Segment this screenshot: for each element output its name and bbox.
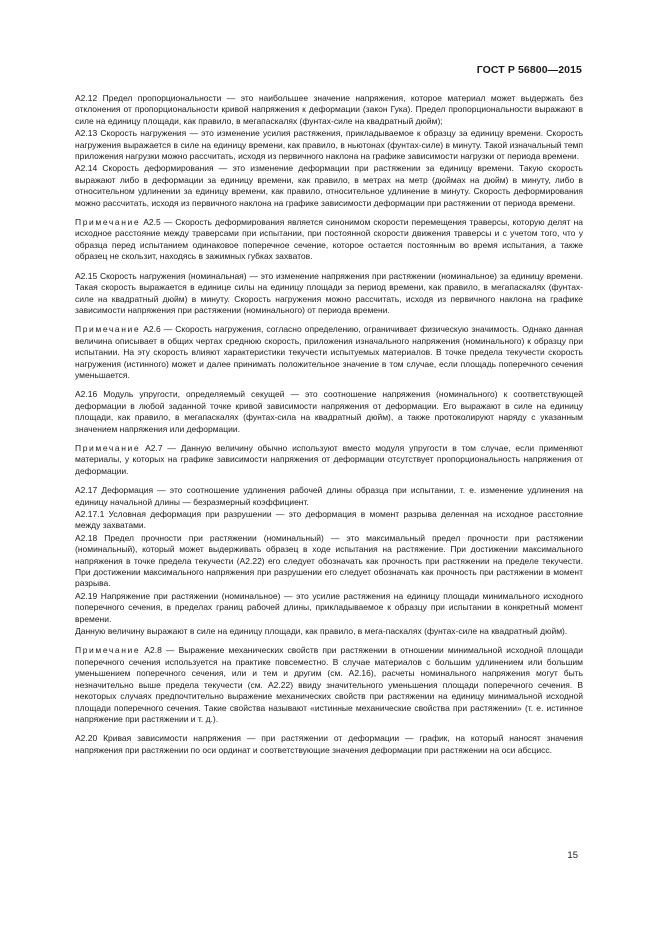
note-text: А2.5 — Скорость деформирования является синонимом скорости перемещения траверсы, которую делят на исходное расстояние между траверсами при испытании, при постоянной скорости движения траверсы и с учетом того, что у образца перед испытанием одинаковое поперечное сечение, которое остается постоянным во время испытания, а также образец не скользит, находясь в зажимных губках захватов. xyxy=(75,217,583,262)
clause-a2-20: А2.20 Кривая зависимости напряжения — при растяжении от деформации — график, на который наносят значения напряжения при растяжении по оси ординат и соответствующие значения деформации при растяжении на оси абсцисс. xyxy=(75,733,583,755)
note-text: А2.8 — Выражение механических свойств при растяжении в отношении минимальной исходной площади поперечного сечения используется на практике повсеместно. В случае материалов с большим удлинением или большим уменьшением поперечного сечения, или и тем и другим (см. А2.16), расчеты номинального напряжения могут быть незначительно выше предела текучести (см. А2.22) ввиду значительного уменьшения площади поперечного сечения. В некоторых случаях предпочтительно выражение механических свойств при растяжении на единицу минимальной исходной площади поперечного сечения. Такие свойства называют «истинные механические свойства при растяжении» (т. е. истинное напряжение при растяжении и т. д.). xyxy=(75,645,583,724)
document-body xyxy=(75,93,583,756)
note-a2-5 xyxy=(75,217,583,263)
clause-a2-12: А2.12 Предел пропорциональности — это наибольшее значение напряжения, которое материал может выдержать без отклонения от пропорциональности кривой напряжения к деформации (закон Гука). Предел пропорциональности выражают в силе на единицу площади, как правило, в мегапаскалях (фунтах-силе на квадратный дюйм); xyxy=(75,93,583,126)
note-label: Примечание xyxy=(75,442,141,453)
note-label: Примечание xyxy=(75,217,141,228)
note-a2-6 xyxy=(75,324,583,381)
clause-a2-19-units: Данную величину выражают в силе на единицу площади, как правило, в мега-паскалях (фунтах-силе на квадратный дюйм). xyxy=(75,626,568,637)
document-header-standard: ГОСТ Р 56800—2015 xyxy=(476,64,582,76)
clause-a2-15: А2.15 Скорость нагружения (номинальная) — это изменение напряжения при растяжении (номинальное) за единицу времени. Такая скорость выражается в единице силы на единицу площади за период времени, как правило, в мегапаскалях (фунтах-силе на квадратный дюйм) в минуту. Скорость нагружения можно рассчитать, исходя из первичного наклона на графике зависимости напряжения при растяжении (номинального) от периода времени. xyxy=(75,270,583,315)
note-a2-7 xyxy=(75,443,583,477)
clause-a2-17-1: А2.17.1 Условная деформация при разрушении — это деформация в момент разрыва деленная на исходное расстояние между захватами. xyxy=(75,509,583,531)
note-a2-8 xyxy=(75,645,583,725)
clause-a2-16: А2.16 Модуль упругости, определяемый секущей — это соотношение напряжения (номинального) к соответствующей деформации в любой заданной точке кривой зависимости напряжения от деформации. Его выражают в силе на единицу площади, как правило, в мегапаскалях (фунтах-сила на квадратный дюйм), а также протоколируют наряду с указанным значением напряжения или деформации. xyxy=(75,389,583,434)
clause-a2-19: А2.19 Напряжение при растяжении (номинальное) — это усилие растяжения на единицу площади минимального исходного поперечного сечения, в пределах границ рабочей длины, прикладываемое к образцу при испытании в конкретный момент времени. xyxy=(75,590,583,624)
clause-a2-17: А2.17 Деформация — это соотношение удлинения рабочей длины образца при испытании, т. е. изменение удлинения на единицу начальной длины — безразмерный коэффициент. xyxy=(75,485,583,507)
note-label: Примечание xyxy=(75,324,141,335)
clause-a2-14: А2.14 Скорость деформирования — это изменение деформации при растяжении за единицу времени. Такую скорость выражают либо в деформации за единицу времени, как правило, в метрах на метр (дюймах на дюйм) в минуту, либо в относительном удлинении за единицу времени, как правило, относительное удлинение в минуту. Скорость деформирования можно рассчитать, исходя из первичного наклона на графике зависимости деформации при растяжении от периода времени. xyxy=(75,163,583,208)
note-text: А2.7 — Данную величину обычно используют вместо модуля упругости в том случае, если применяют материалы, у которых на графике зависимости напряжения от деформации отсутствует пропорциональность напряжения от деформации. xyxy=(75,442,583,476)
note-text: А2.6 — Скорость нагружения, согласно определению, ограничивает физическую значимость. Однако данная величина описывает в общих чертах среднюю скорость, приложения изначального напряжения (номинального) к образцу при испытании. На эту скорость влияют характеристики текучести испытуемых материалов. В точке предела текучести скорость нагружения (истинного) может и далее принимать положительное значение в том случае, если площадь поперечного сечения уменьшается. xyxy=(75,324,583,380)
clause-a2-13: А2.13 Скорость нагружения — это изменение усилия растяжения, прикладываемое к образцу за единицу времени. Скорость нагружения выражается в силе на единицу времени, как правило, в ньютонах (фунтах-силе) в минуту. Такой изначальный темп приложения нагрузки можно рассчитать, исходя из первичного наклона на графике зависимости нагрузки от периода времени. xyxy=(75,128,583,162)
clause-a2-18: А2.18 Предел прочности при растяжении (номинальный) — это максимальный предел прочности при растяжении (номинальный), который может выдерживать образец в ходе испытания на растяжение. При достижении максимального напряжения в точке предела текучести (А2.22) его следует обозначать как прочность при растяжении на пределе текучести. При достижении максимального напряжения при разрушении его следует обозначать как прочность при растяжении в момент разрыва. xyxy=(75,532,583,589)
note-label: Примечание xyxy=(75,645,141,656)
page-number: 15 xyxy=(567,850,578,861)
